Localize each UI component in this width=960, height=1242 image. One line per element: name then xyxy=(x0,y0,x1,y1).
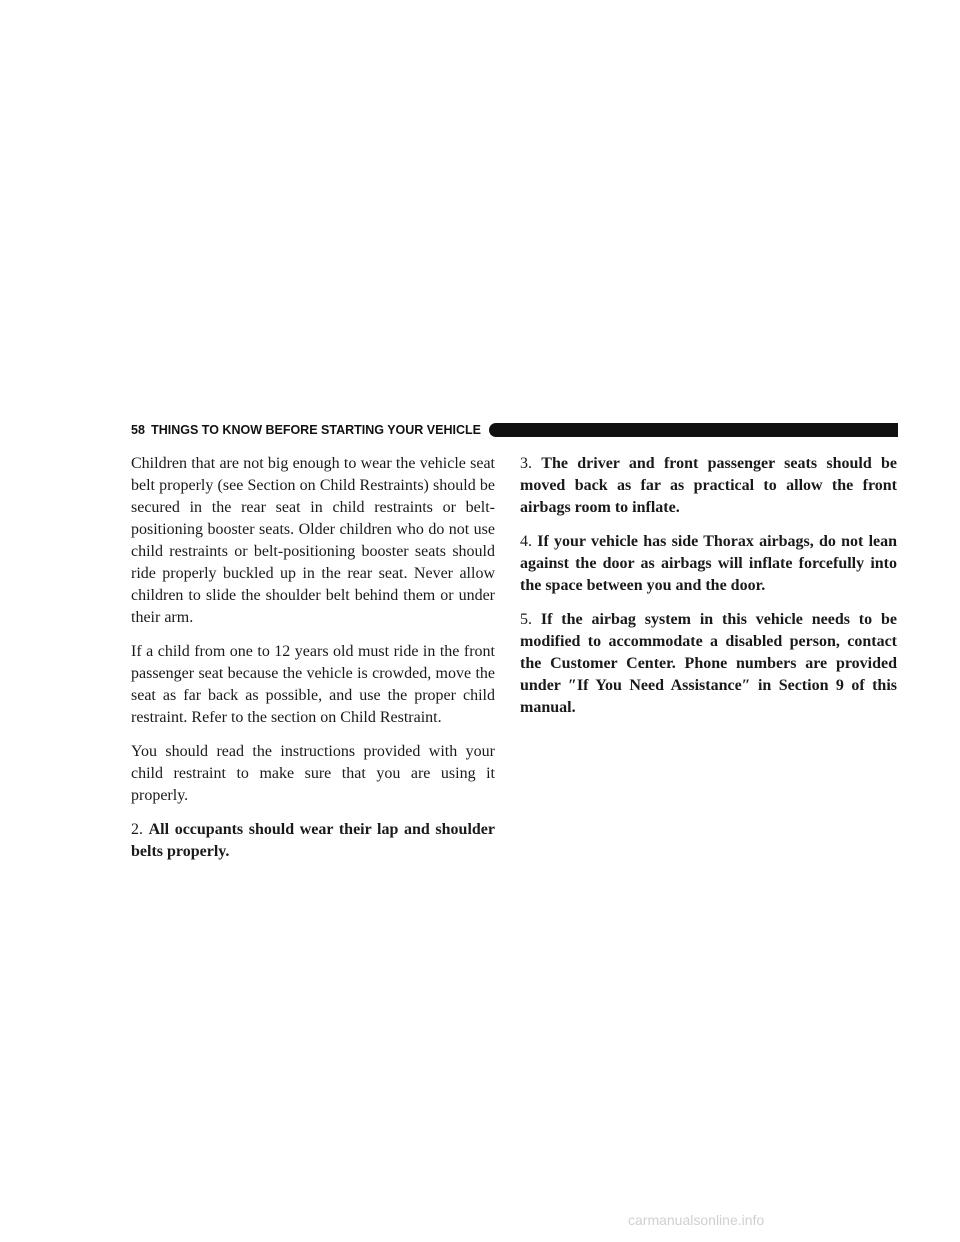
left-column xyxy=(131,453,495,875)
header-bar xyxy=(489,423,898,437)
list-item-2-text: All occupants should wear their lap and shoulder belts properly. xyxy=(131,821,496,860)
list-item-3-text: The driver and front passenger seats should be moved back as far as practical to allow the front airbags room to inflate. xyxy=(520,455,898,516)
page-number: 58 xyxy=(131,423,146,437)
list-item-4-text: If your vehicle has side Thorax airbags, do not lean against the door as airbags will inflate forcefully into the space between you and the door. xyxy=(520,533,898,594)
page-header xyxy=(131,420,898,440)
list-item-2-number: 2. xyxy=(131,821,143,838)
list-item-3 xyxy=(520,453,897,519)
right-column xyxy=(520,453,897,731)
watermark: carmanualsonline.info xyxy=(628,1212,765,1228)
list-item-3-number: 3. xyxy=(520,455,532,472)
list-item-5-text: If the airbag system in this vehicle needs to be modified to accommodate a disabled person, contact the Customer Center. Phone numbers are provided under ″If You Need Assistance″ in Section 9 of this manual. xyxy=(520,611,897,716)
section-title: THINGS TO KNOW BEFORE STARTING YOUR VEHICLE xyxy=(151,423,481,437)
list-item-4-number: 4. xyxy=(520,533,532,550)
list-item-4 xyxy=(520,531,897,597)
list-item-2 xyxy=(131,819,495,863)
list-item-5-number: 5. xyxy=(520,611,532,628)
paragraph-child-seating: Children that are not big enough to wear the vehicle seat belt properly (see Section on Child Restraints) should be secured in the rear seat in child restraints or belt-positioning booster seats. Older children who do not use child restraints or belt-positioning booster seats should ride properly buckled up in the rear seat. Never allow children to slide the shoulder belt behind them or under their arm. xyxy=(131,455,495,626)
paragraph-read-instructions: You should read the instructions provided with your child restraint to make sure that you are using it properly. xyxy=(131,743,495,804)
paragraph-front-seat-child: If a child from one to 12 years old must ride in the front passenger seat because the vehicle is crowded, move the seat as far back as possible, and use the proper child restraint. Refer to the section on Child Restraint. xyxy=(131,643,495,726)
list-item-5 xyxy=(520,609,897,719)
